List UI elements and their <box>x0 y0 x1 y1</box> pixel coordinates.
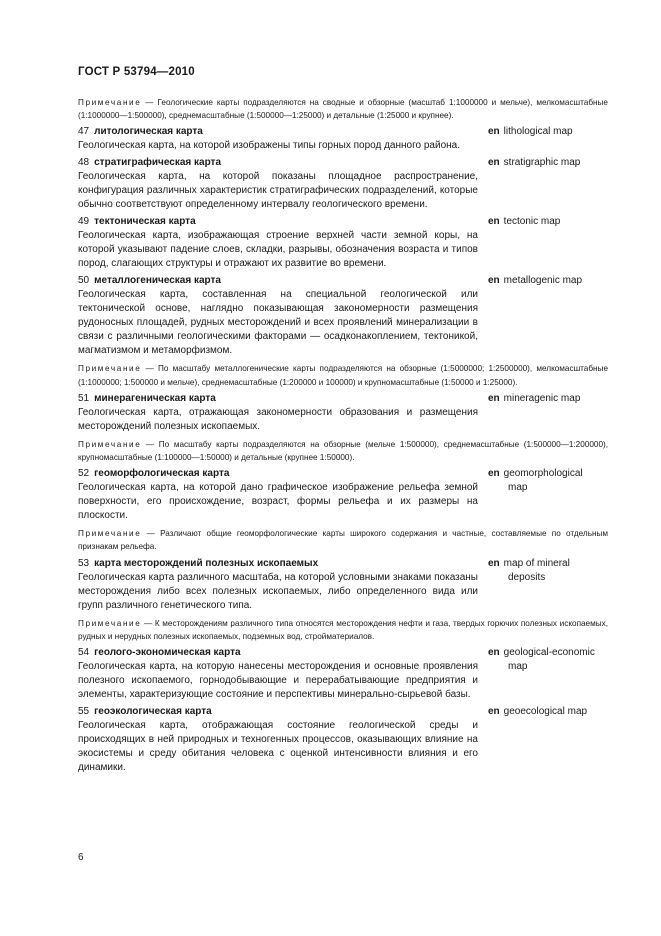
english-equivalent <box>488 125 613 139</box>
term-number: 54 <box>78 647 90 659</box>
term-definition: Геологическая карта различного масштаба, на которой условными знаками показаны месторождения либо всех полезных ископаемых, либо определенного вида или групп различного генетического типа. <box>78 571 478 611</box>
term-body <box>78 392 478 434</box>
term-name: геолого-экономическая карта <box>94 647 241 659</box>
english-term: geoecological map <box>503 706 588 718</box>
term-note <box>78 362 608 388</box>
english-equivalent <box>488 156 613 170</box>
english-equivalent <box>488 705 613 719</box>
english-equivalent <box>488 215 613 229</box>
term-heading <box>78 156 478 170</box>
language-tag: en <box>488 126 500 138</box>
term-note <box>78 438 608 464</box>
english-term: deposits <box>508 571 546 583</box>
note-label: Примечание <box>78 364 142 374</box>
term-body <box>78 274 478 358</box>
english-term: mineragenic map <box>503 392 581 404</box>
english-equivalent <box>488 274 613 288</box>
note-label: Примечание <box>78 618 142 628</box>
language-tag: en <box>488 557 500 569</box>
term-name: карта месторождений полезных ископаемых <box>94 557 319 569</box>
term-body <box>78 215 478 271</box>
term-name: минерагеническая карта <box>94 392 216 404</box>
term-heading <box>78 392 478 406</box>
english-term: geomorphological <box>503 468 583 480</box>
term-heading <box>78 274 478 288</box>
term-note <box>78 617 608 643</box>
term-entry <box>78 156 608 212</box>
term-entry <box>78 392 608 434</box>
page-number: 6 <box>78 852 84 863</box>
term-body <box>78 467 478 523</box>
english-equivalent <box>488 392 613 406</box>
term-entry <box>78 215 608 271</box>
term-number: 52 <box>78 468 90 480</box>
english-equivalent <box>488 646 613 674</box>
english-term: lithological map <box>503 126 573 138</box>
english-term: tectonic map <box>503 216 561 228</box>
term-name: литологическая карта <box>94 126 203 138</box>
document-body <box>78 96 608 778</box>
term-definition: Геологическая карта, составленная на специальной геологической или тектонической основе, наглядно показывающая закономерности размещения рудоносных площадей, рудных месторождений и всех проявлений минерализации в связи с различными геологическими факторами — осадконакоплением, тектоникой, магматизмом и метаморфизмом. <box>78 289 478 357</box>
term-heading <box>78 557 478 571</box>
term-number: 49 <box>78 216 90 228</box>
term-name: геоморфологическая карта <box>94 468 230 480</box>
standard-header: ГОСТ Р 53794—2010 <box>78 66 195 78</box>
english-term: map <box>508 661 528 673</box>
language-tag: en <box>488 706 500 718</box>
term-body <box>78 125 478 153</box>
language-tag: en <box>488 392 500 404</box>
term-body <box>78 156 478 212</box>
term-entry <box>78 274 608 358</box>
term-body <box>78 557 478 613</box>
term-name: тектоническая карта <box>94 216 196 228</box>
term-number: 47 <box>78 126 90 138</box>
term-entries <box>78 125 608 778</box>
term-heading <box>78 646 478 660</box>
term-name: стратиграфическая карта <box>94 157 222 169</box>
term-definition: Геологическая карта, на которой изображены типы горных пород данного района. <box>78 140 460 152</box>
note-label: Примечание <box>78 529 142 539</box>
note-text: — Различают общие геоморфологические карты широкого содержания и частные, составляемые по отдельным признакам рельефа. <box>78 529 608 552</box>
term-definition: Геологическая карта, на которую нанесены месторождения и основные проявления полезного ископаемого, горнодобывающие и перерабатывающие предприятия и элементы, характеризующие состояние и перспективы минерально-сырьевой базы. <box>78 661 478 701</box>
language-tag: en <box>488 275 500 287</box>
english-equivalent <box>488 467 613 495</box>
language-tag: en <box>488 647 500 659</box>
note-text: — По масштабу карты подразделяются на обзорные (мельче 1:500000), среднемасштабные (1:500000—1:200000), крупномасштабные (1:100000—1:50000) и детальные (крупнее 1:50000). <box>78 439 608 463</box>
term-entry <box>78 125 608 153</box>
note-text: — Геологические карты подразделяются на сводные и обзорные (масштаб 1:1000000 и мельче), мелкомасштабные (1:1000000—1:500000), среднемасштабные (1:500000—1:25000) и детальные (1:25000 и крупнее). <box>78 98 608 121</box>
language-tag: en <box>488 157 500 169</box>
language-tag: en <box>488 468 500 480</box>
term-entry <box>78 467 608 523</box>
english-term: map of mineral <box>503 557 570 569</box>
term-note <box>78 527 608 553</box>
english-term: stratigraphic map <box>503 157 581 169</box>
language-tag: en <box>488 216 500 228</box>
term-entry <box>78 646 608 702</box>
english-term: map <box>508 482 528 494</box>
english-term: metallogenic map <box>503 275 583 287</box>
note-label: Примечание <box>78 98 142 107</box>
term-definition: Геологическая карта, отображающая состояние геологической среды и происходящих в ней природных и техногенных процессов, оказывающих влияние на экосистемы и среду обитания человека с оценкой интенсивности влияния и его динамики. <box>78 720 478 774</box>
term-heading <box>78 125 478 139</box>
intro-note <box>78 96 608 122</box>
term-number: 51 <box>78 392 90 404</box>
english-term: geological-economic <box>503 647 595 659</box>
term-number: 50 <box>78 275 90 287</box>
note-text: — По масштабу металлогенические карты подразделяются на обзорные (1:5000000; 1:2500000), мелкомасштабные (1:1000000; 1:500000 и мельче), среднемасштабные (1:200000 и 100000) и крупномасштабные (1:50000 и 1:25000). <box>78 364 608 387</box>
note-text: — К месторождениям различного типа относятся месторождения нефти и газа, твердых горючих полезных ископаемых, рудных и нерудных полезных ископаемых, подземных вод, стройматериалов. <box>78 618 608 641</box>
term-entry <box>78 705 608 775</box>
term-definition: Геологическая карта, на которой показаны площадное распространение, конфигурация различных характеристик стратиграфических подразделений, которые обычно соответствуют определенному интервалу геологического времени. <box>78 171 478 211</box>
term-name: геоэкологическая карта <box>94 706 212 718</box>
term-number: 48 <box>78 157 90 169</box>
term-definition: Геологическая карта, отражающая закономерности образования и размещения месторождений полезных ископаемых. <box>78 406 478 432</box>
note-label: Примечание <box>78 439 142 449</box>
term-entry <box>78 557 608 613</box>
english-equivalent <box>488 557 613 585</box>
term-definition: Геологическая карта, изображающая строение верхней части земной коры, на которой указывают падение слоев, складки, разрывы, обозначения возраста и типов пород, слагающих структуры и отражают их развитие во времени. <box>78 230 478 270</box>
term-heading <box>78 467 478 481</box>
term-name: металлогеническая карта <box>94 275 221 287</box>
term-body <box>78 646 478 702</box>
term-definition: Геологическая карта, на которой дано графическое изображение рельефа земной поверхности, его происхождение, возраст, формы рельефа и их размеры на плоскости. <box>78 482 478 522</box>
term-number: 53 <box>78 557 90 569</box>
term-number: 55 <box>78 706 90 718</box>
term-heading <box>78 705 478 719</box>
term-body <box>78 705 478 775</box>
term-heading <box>78 215 478 229</box>
